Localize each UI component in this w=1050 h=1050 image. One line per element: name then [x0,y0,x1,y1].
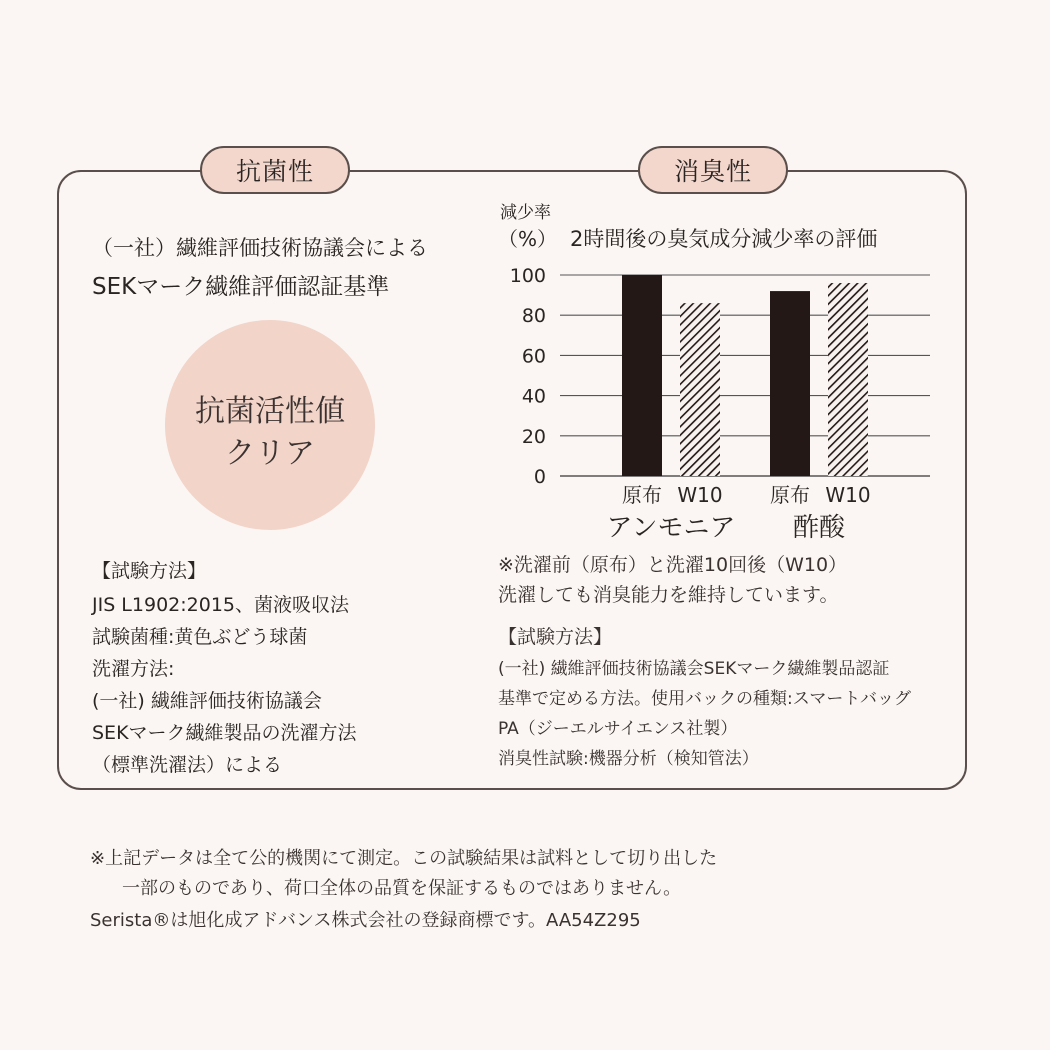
y-axis-label-line2: （%） [498,227,558,251]
wash-note-2: 洗濯しても消臭能力を維持しています。 [498,584,839,606]
bar-acetic-acid-w10 [828,283,868,476]
footer-line-1: ※上記データは全て公的機関にて測定。この試験結果は試料として切り出した [90,848,718,869]
left-method-line: （標準洗濯法）による [92,754,283,776]
x-bar-label: W10 [677,483,723,507]
deodorant-badge-label: 消臭性 [673,157,752,186]
bar-ammonia-original [622,275,662,476]
antibacterial-badge [200,146,350,194]
left-method-header: 【試験方法】 [92,560,207,582]
right-method-line: PA（ジーエルサイエンス社製） [498,719,738,739]
x-group-label: 酢酸 [792,513,846,543]
y-tick-label: 40 [521,385,546,408]
bar-ammonia-w10 [680,303,720,476]
standard-name-line: SEKマーク繊維評価認証基準 [92,274,390,300]
deodorant-badge [638,146,788,194]
left-method-line: 試験菌種:黄色ぶどう球菌 [92,626,308,648]
footer-line-2: 一部のものであり、荷口全体の品質を保証するものではありません。 [122,878,682,899]
y-tick-label: 0 [533,466,546,488]
x-group-label: アンモニア [606,513,736,543]
y-axis-label-line1: 減少率 [500,203,551,223]
right-method-header: 【試験方法】 [498,626,613,648]
right-method-line: 基準で定める方法。使用バックの種類:スマートバッグ [498,689,912,709]
right-method-line: (一社) 繊維評価技術協議会SEKマーク繊維製品認証 [498,659,890,679]
antibacterial-result-circle [165,320,375,530]
y-tick-label: 100 [509,265,546,287]
x-bar-label: 原布 [770,483,810,507]
y-tick-label: 60 [521,345,546,368]
left-method-line: 洗濯方法: [92,658,175,680]
circle-line-1: 抗菌活性値 [195,394,345,429]
x-bar-label: 原布 [622,483,662,507]
bar-acetic-acid-original [770,291,810,476]
left-method-line: JIS L1902:2015、菌液吸収法 [92,594,350,616]
standard-org-line: （一社）繊維評価技術協議会による [92,236,428,260]
y-tick-label: 80 [521,305,546,328]
footer-trademark: Serista®は旭化成アドバンス株式会社の登録商標です。AA54Z295 [90,910,641,931]
x-bar-label: W10 [825,483,871,507]
wash-note: ※洗濯前（原布）と洗濯10回後（W10） [498,554,848,576]
circle-line-2: クリア [225,436,315,471]
y-tick-label: 20 [521,425,546,448]
right-method-line: 消臭性試験:機器分析（検知管法） [498,749,759,769]
chart-title: 2時間後の臭気成分減少率の評価 [570,227,878,251]
left-method-line: SEKマーク繊維製品の洗濯方法 [92,722,357,744]
deodorization-bar-chart [490,200,950,550]
left-method-line: (一社) 繊維評価技術協議会 [92,690,322,712]
antibacterial-badge-label: 抗菌性 [235,157,314,186]
